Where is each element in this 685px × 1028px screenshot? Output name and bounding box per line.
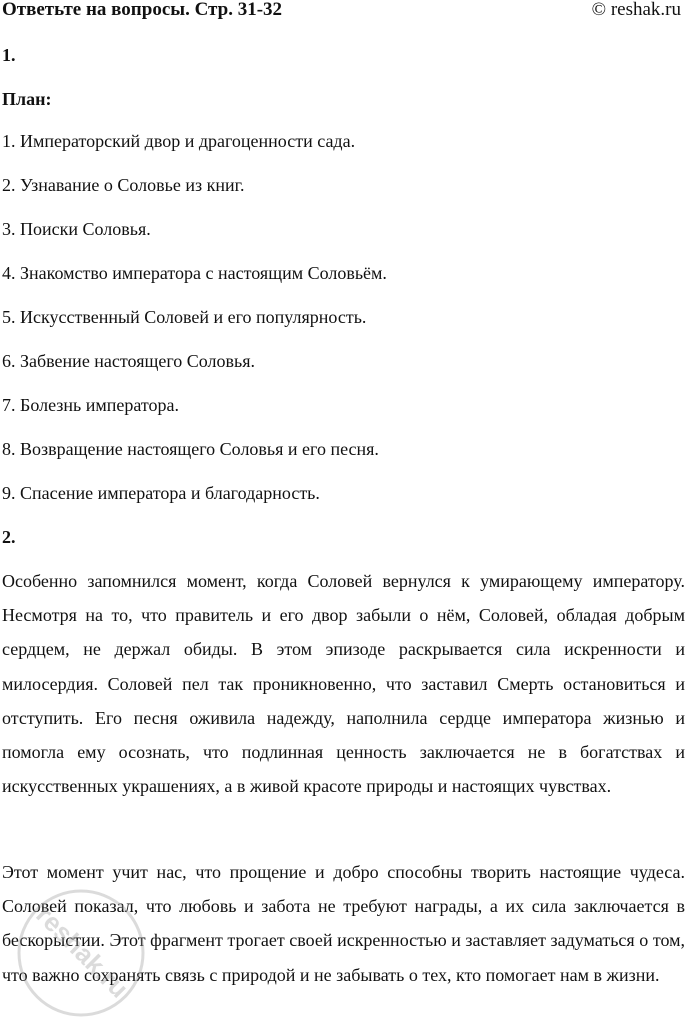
watermark-text: reshak.ru <box>30 899 135 1004</box>
plan-item-6: 6. Забвение настоящего Соловья. <box>2 351 256 371</box>
plan-item-5: 5. Искусственный Соловей и его популярность. <box>2 307 367 327</box>
plan-item-9: 9. Спасение императора и благодарность. <box>2 483 320 503</box>
plan-item-1: 1. Императорский двор и драгоценности сада. <box>2 131 356 151</box>
source-credit[interactable]: © reshak.ru <box>591 0 681 20</box>
plan-item-8: 8. Возвращение настоящего Соловья и его песня. <box>2 439 379 459</box>
plan-item-4: 4. Знакомство императора с настоящим Соловьём. <box>2 263 387 283</box>
page-title: Ответьте на вопросы. Стр. 31-32 <box>2 0 283 20</box>
answer-paragraph-2: Этот момент учит нас, что прощение и добро способны творить настоящие чудеса. Соловей показал, что любовь и забота не требуют награды, а их сила заключается в бескорыстии. Этот фрагмент трогает своей искренностью и заставляет задуматься о том, что важно сохранять связь с природой и не забывать о тех, кто помогает нам в жизни. <box>2 862 685 985</box>
plan-item-2: 2. Узнавание о Соловье из книг. <box>2 175 245 195</box>
plan-item-3: 3. Поиски Соловья. <box>2 219 151 239</box>
answer-paragraph-1: Особенно запомнился момент, когда Соловей вернулся к умирающему императору. Несмотря на то, что правитель и его двор забыли о нём, Соловей, обладая добрым сердцем, не держал обиды. В этом эпизоде раскрывается сила искренности и милосердия. Соловей пел так проникновенно, что заставил Смерть остановиться и отступить. Его песня оживила надежду, наполнила сердце императора жизнью и помогла ему осознать, что подлинная ценность заключается не в богатствах и искусственных украшениях, а в живой красоте природы и настоящих чувствах. <box>2 571 685 797</box>
plan-item-7: 7. Болезнь императора. <box>2 395 180 415</box>
section-1-number: 1. <box>2 45 16 65</box>
section-2-number: 2. <box>2 527 16 547</box>
plan-label: План: <box>2 89 52 109</box>
page-header <box>2 0 681 24</box>
